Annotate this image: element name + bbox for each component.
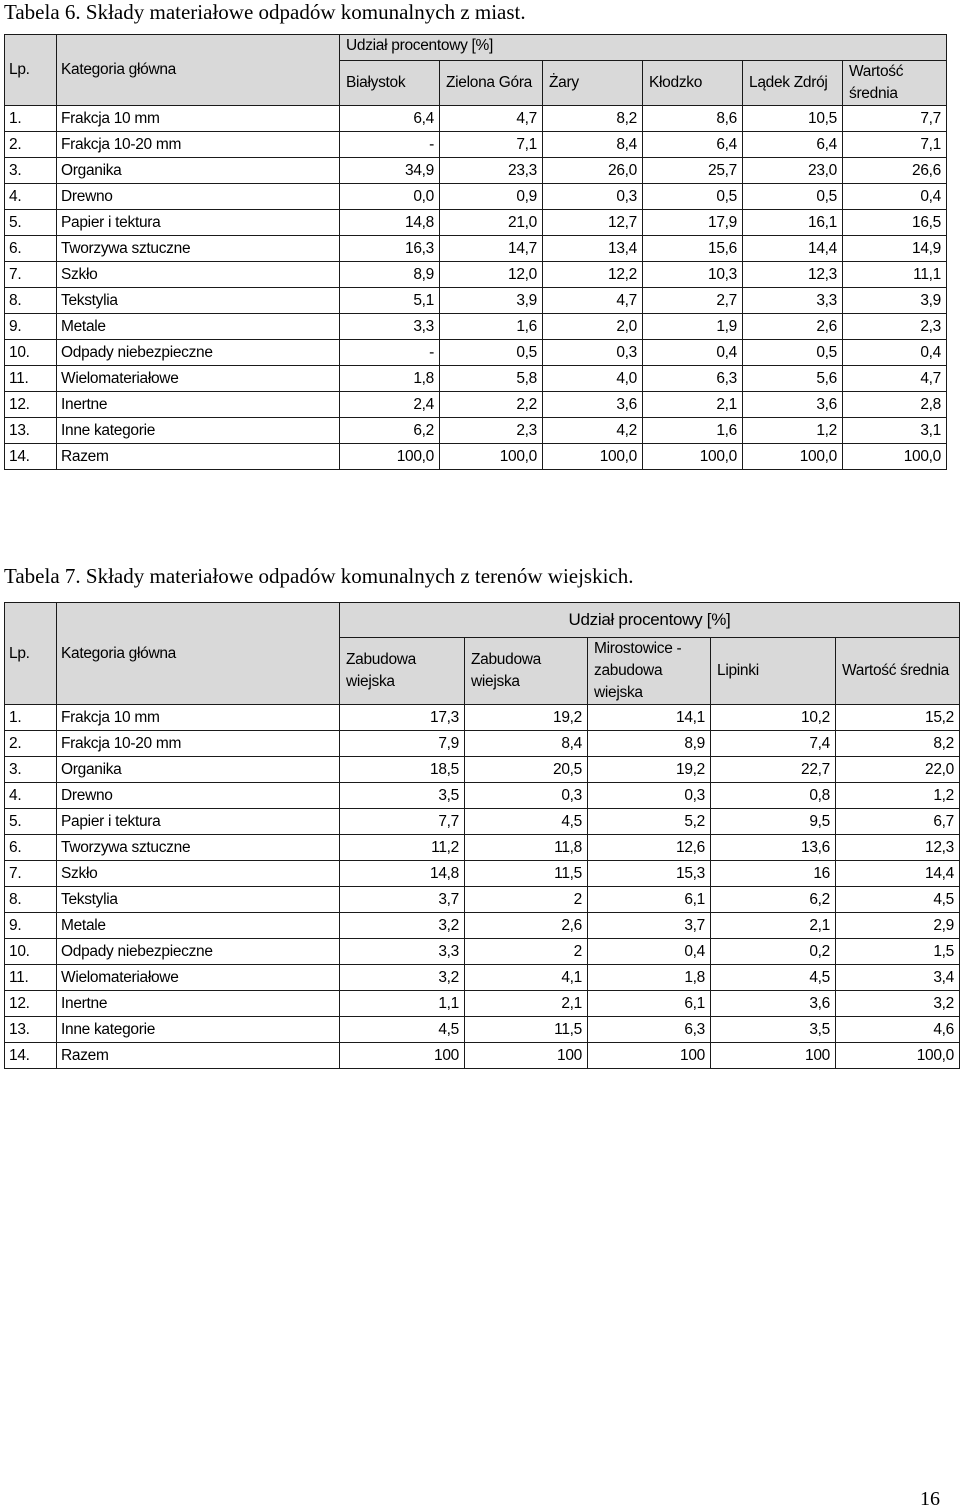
table-cell: 3,6 (711, 991, 836, 1017)
row-category: Odpady niebezpieczne (57, 340, 340, 366)
table-cell: - (340, 132, 440, 158)
table-cell: 19,2 (465, 705, 588, 731)
table-cell: 8,9 (340, 262, 440, 288)
table7 (4, 602, 960, 1069)
table-cell: 3,6 (743, 392, 843, 418)
table6-column-header: Zielona Góra (440, 61, 543, 106)
table-cell: 7,1 (440, 132, 543, 158)
table-cell: 14,9 (843, 236, 947, 262)
row-number: 7. (5, 861, 57, 887)
table-row (5, 783, 960, 809)
table-cell: 2,7 (643, 288, 743, 314)
table-cell: 22,7 (711, 757, 836, 783)
table-cell: 13,6 (711, 835, 836, 861)
table-cell: 5,6 (743, 366, 843, 392)
table-cell: 0,9 (440, 184, 543, 210)
table6-column-header: Żary (543, 61, 643, 106)
table-cell: 3,2 (340, 913, 465, 939)
table-cell: 7,1 (843, 132, 947, 158)
table7-column-header: Zabudowa wiejska (340, 638, 465, 705)
table-row (5, 1043, 960, 1069)
row-category: Inne kategorie (57, 418, 340, 444)
table-cell: 2,1 (711, 913, 836, 939)
table-cell: 10,3 (643, 262, 743, 288)
table-cell: 4,5 (836, 887, 960, 913)
table-cell: 0,5 (643, 184, 743, 210)
table-cell: 14,1 (588, 705, 711, 731)
table7-column-header: Zabudowa wiejska (465, 638, 588, 705)
table-cell: 6,3 (643, 366, 743, 392)
table-cell: 1,2 (836, 783, 960, 809)
row-number: 2. (5, 132, 57, 158)
table-cell: 100,0 (836, 1043, 960, 1069)
table-cell: 0,3 (588, 783, 711, 809)
table-cell: 100 (465, 1043, 588, 1069)
table-cell: 100,0 (643, 444, 743, 470)
table-cell: 8,6 (643, 106, 743, 132)
row-number: 10. (5, 340, 57, 366)
table-cell: 2,1 (643, 392, 743, 418)
table7-body (5, 705, 960, 1069)
table-cell: 3,5 (340, 783, 465, 809)
table-cell: 6,1 (588, 887, 711, 913)
table7-caption: Tabela 7. Składy materiałowe odpadów komunalnych z terenów wiejskich. (4, 564, 634, 588)
row-category: Tworzywa sztuczne (57, 236, 340, 262)
table7-column-header: Lipinki (711, 638, 836, 705)
table-row (5, 965, 960, 991)
row-number: 6. (5, 236, 57, 262)
table6-column-header: Wartość średnia (843, 61, 947, 106)
row-number: 8. (5, 887, 57, 913)
table-cell: 12,6 (588, 835, 711, 861)
table-cell: 18,5 (340, 757, 465, 783)
row-number: 14. (5, 1043, 57, 1069)
table-cell: 100 (588, 1043, 711, 1069)
table-cell: 0,3 (543, 340, 643, 366)
table-cell: 14,7 (440, 236, 543, 262)
table-row (5, 757, 960, 783)
table-cell: 4,1 (465, 965, 588, 991)
row-category: Frakcja 10-20 mm (57, 132, 340, 158)
table-cell: 1,1 (340, 991, 465, 1017)
table6-column-header: Białystok (340, 61, 440, 106)
table-cell: 23,0 (743, 158, 843, 184)
row-category: Frakcja 10-20 mm (57, 731, 340, 757)
table-cell: 9,5 (711, 809, 836, 835)
table-cell: 6,4 (743, 132, 843, 158)
table-row (5, 418, 947, 444)
table-cell: 11,5 (465, 861, 588, 887)
row-number: 1. (5, 106, 57, 132)
table-cell: 2 (465, 939, 588, 965)
table-cell: 0,5 (440, 340, 543, 366)
row-category: Razem (57, 444, 340, 470)
table-cell: 4,7 (440, 106, 543, 132)
table-cell: 8,4 (543, 132, 643, 158)
table-cell: 0,4 (643, 340, 743, 366)
row-number: 2. (5, 731, 57, 757)
table-cell: 6,4 (643, 132, 743, 158)
row-number: 5. (5, 809, 57, 835)
table-cell: 16,3 (340, 236, 440, 262)
row-number: 4. (5, 184, 57, 210)
table-row (5, 158, 947, 184)
table6 (4, 34, 947, 470)
table-cell: 100,0 (543, 444, 643, 470)
table6-header-category: Kategoria główna (57, 35, 340, 106)
table-cell: 1,8 (340, 366, 440, 392)
table-cell: 2,6 (465, 913, 588, 939)
page-number: 16 (920, 1488, 940, 1510)
table-cell: 1,9 (643, 314, 743, 340)
table-cell: 16,5 (843, 210, 947, 236)
table-cell: 15,6 (643, 236, 743, 262)
row-category: Inertne (57, 392, 340, 418)
table-cell: 17,9 (643, 210, 743, 236)
row-category: Wielomateriałowe (57, 366, 340, 392)
table-cell: 12,3 (836, 835, 960, 861)
row-number: 3. (5, 158, 57, 184)
table-row (5, 835, 960, 861)
table-row (5, 731, 960, 757)
row-number: 4. (5, 783, 57, 809)
table-cell: 3,7 (588, 913, 711, 939)
table-row (5, 184, 947, 210)
table-cell: 10,2 (711, 705, 836, 731)
table-cell: 6,4 (340, 106, 440, 132)
table-cell: 0,4 (588, 939, 711, 965)
table-row (5, 392, 947, 418)
row-number: 11. (5, 366, 57, 392)
table-cell: 12,2 (543, 262, 643, 288)
table-cell: 4,2 (543, 418, 643, 444)
table-row (5, 210, 947, 236)
table-cell: 4,5 (465, 809, 588, 835)
table-cell: 4,6 (836, 1017, 960, 1043)
table-row (5, 288, 947, 314)
table-cell: 100,0 (743, 444, 843, 470)
table-cell: 0,2 (711, 939, 836, 965)
table-row (5, 1017, 960, 1043)
row-number: 7. (5, 262, 57, 288)
table-cell: 6,2 (711, 887, 836, 913)
table-cell: 8,9 (588, 731, 711, 757)
table-cell: 14,4 (743, 236, 843, 262)
table-cell: 6,3 (588, 1017, 711, 1043)
table-cell: 12,0 (440, 262, 543, 288)
row-category: Organika (57, 158, 340, 184)
table-cell: 6,2 (340, 418, 440, 444)
table-row (5, 913, 960, 939)
table-cell: 2,9 (836, 913, 960, 939)
table-cell: 5,1 (340, 288, 440, 314)
table-cell: 5,8 (440, 366, 543, 392)
table-cell: 4,0 (543, 366, 643, 392)
table-row (5, 809, 960, 835)
table-cell: 3,4 (836, 965, 960, 991)
table-cell: 8,4 (465, 731, 588, 757)
table-cell: 3,7 (340, 887, 465, 913)
table-cell: 3,6 (543, 392, 643, 418)
table6-header-group: Udział procentowy [%] (340, 35, 947, 61)
table-cell: 1,6 (440, 314, 543, 340)
table-cell: 6,7 (836, 809, 960, 835)
table-cell: 2 (465, 887, 588, 913)
table-cell: 100 (711, 1043, 836, 1069)
table-cell: 16,1 (743, 210, 843, 236)
table-cell: 11,8 (465, 835, 588, 861)
row-category: Wielomateriałowe (57, 965, 340, 991)
table-cell: 0,4 (843, 184, 947, 210)
table-cell: 7,4 (711, 731, 836, 757)
table-row (5, 236, 947, 262)
table-cell: 2,4 (340, 392, 440, 418)
table7-column-header: Mirostowice - zabudowa wiejska (588, 638, 711, 705)
table-cell: 12,3 (743, 262, 843, 288)
row-category: Razem (57, 1043, 340, 1069)
table-cell: 15,3 (588, 861, 711, 887)
table-cell: 3,3 (340, 939, 465, 965)
table-cell: 14,8 (340, 861, 465, 887)
table-cell: 15,2 (836, 705, 960, 731)
table-cell: 16 (711, 861, 836, 887)
row-category: Frakcja 10 mm (57, 705, 340, 731)
row-category: Inne kategorie (57, 1017, 340, 1043)
table-row (5, 106, 947, 132)
table-cell: 1,6 (643, 418, 743, 444)
table-row (5, 314, 947, 340)
table-cell: 100,0 (843, 444, 947, 470)
table7-header-group: Udział procentowy [%] (340, 603, 960, 638)
table-cell: 26,6 (843, 158, 947, 184)
row-number: 13. (5, 1017, 57, 1043)
table6-caption: Tabela 6. Składy materiałowe odpadów komunalnych z miast. (4, 0, 526, 24)
row-number: 12. (5, 991, 57, 1017)
table-cell: 13,4 (543, 236, 643, 262)
table7-header-lp: Lp. (5, 603, 57, 705)
row-number: 14. (5, 444, 57, 470)
table-cell: 14,8 (340, 210, 440, 236)
table-cell: 11,5 (465, 1017, 588, 1043)
row-category: Metale (57, 913, 340, 939)
row-category: Frakcja 10 mm (57, 106, 340, 132)
table-row (5, 861, 960, 887)
table-cell: 34,9 (340, 158, 440, 184)
row-category: Metale (57, 314, 340, 340)
table-row (5, 991, 960, 1017)
table-cell: 4,7 (843, 366, 947, 392)
table-cell: 4,5 (711, 965, 836, 991)
row-category: Szkło (57, 262, 340, 288)
table-row (5, 444, 947, 470)
table6-column-header: Kłodzko (643, 61, 743, 106)
row-number: 9. (5, 913, 57, 939)
table-cell: 2,3 (843, 314, 947, 340)
table-cell: 19,2 (588, 757, 711, 783)
table-cell: 0,3 (465, 783, 588, 809)
table7-header-category: Kategoria główna (57, 603, 340, 705)
table-cell: 100,0 (340, 444, 440, 470)
row-number: 3. (5, 757, 57, 783)
table7-header-row-1 (5, 603, 960, 638)
table-cell: 3,1 (843, 418, 947, 444)
table-cell: 8,2 (836, 731, 960, 757)
table-cell: 3,2 (836, 991, 960, 1017)
table6-body (5, 106, 947, 470)
table-cell: - (340, 340, 440, 366)
table-cell: 8,2 (543, 106, 643, 132)
table-cell: 1,8 (588, 965, 711, 991)
table-cell: 2,3 (440, 418, 543, 444)
table7-column-header: Wartość średnia (836, 638, 960, 705)
table-cell: 22,0 (836, 757, 960, 783)
row-category: Drewno (57, 783, 340, 809)
table-cell: 23,3 (440, 158, 543, 184)
row-category: Papier i tektura (57, 809, 340, 835)
row-category: Inertne (57, 991, 340, 1017)
table-cell: 10,5 (743, 106, 843, 132)
table-cell: 0,3 (543, 184, 643, 210)
table-cell: 7,7 (340, 809, 465, 835)
row-number: 8. (5, 288, 57, 314)
table-cell: 14,4 (836, 861, 960, 887)
table-cell: 0,4 (843, 340, 947, 366)
row-number: 11. (5, 965, 57, 991)
row-category: Organika (57, 757, 340, 783)
row-number: 9. (5, 314, 57, 340)
table-row (5, 887, 960, 913)
table-cell: 3,2 (340, 965, 465, 991)
table-cell: 3,9 (843, 288, 947, 314)
table-cell: 7,7 (843, 106, 947, 132)
table-cell: 100,0 (440, 444, 543, 470)
row-category: Tekstylia (57, 887, 340, 913)
table-cell: 100 (340, 1043, 465, 1069)
row-number: 10. (5, 939, 57, 965)
table-cell: 4,5 (340, 1017, 465, 1043)
row-number: 13. (5, 418, 57, 444)
table-cell: 2,2 (440, 392, 543, 418)
table-row (5, 939, 960, 965)
table-cell: 12,7 (543, 210, 643, 236)
row-category: Odpady niebezpieczne (57, 939, 340, 965)
table-row (5, 340, 947, 366)
table-cell: 11,2 (340, 835, 465, 861)
table-cell: 6,1 (588, 991, 711, 1017)
table-row (5, 262, 947, 288)
table6-column-header: Lądek Zdrój (743, 61, 843, 106)
table6-header-lp: Lp. (5, 35, 57, 106)
table-cell: 3,9 (440, 288, 543, 314)
row-number: 5. (5, 210, 57, 236)
table-cell: 26,0 (543, 158, 643, 184)
row-number: 6. (5, 835, 57, 861)
table-row (5, 132, 947, 158)
row-category: Papier i tektura (57, 210, 340, 236)
table-cell: 0,5 (743, 184, 843, 210)
table-cell: 1,5 (836, 939, 960, 965)
row-number: 1. (5, 705, 57, 731)
table-cell: 3,3 (340, 314, 440, 340)
table-cell: 0,8 (711, 783, 836, 809)
table-cell: 4,7 (543, 288, 643, 314)
table-cell: 1,2 (743, 418, 843, 444)
table-row (5, 366, 947, 392)
table-cell: 21,0 (440, 210, 543, 236)
row-number: 12. (5, 392, 57, 418)
table-cell: 25,7 (643, 158, 743, 184)
table-cell: 2,0 (543, 314, 643, 340)
table-cell: 5,2 (588, 809, 711, 835)
table-cell: 11,1 (843, 262, 947, 288)
table-cell: 3,5 (711, 1017, 836, 1043)
table-cell: 3,3 (743, 288, 843, 314)
table-cell: 0,0 (340, 184, 440, 210)
table-cell: 0,5 (743, 340, 843, 366)
table-cell: 2,1 (465, 991, 588, 1017)
table6-header-row-1 (5, 35, 947, 61)
table-cell: 2,8 (843, 392, 947, 418)
table-cell: 7,9 (340, 731, 465, 757)
table-cell: 17,3 (340, 705, 465, 731)
row-category: Tekstylia (57, 288, 340, 314)
table-cell: 2,6 (743, 314, 843, 340)
row-category: Szkło (57, 861, 340, 887)
table-row (5, 705, 960, 731)
row-category: Drewno (57, 184, 340, 210)
table-cell: 20,5 (465, 757, 588, 783)
row-category: Tworzywa sztuczne (57, 835, 340, 861)
